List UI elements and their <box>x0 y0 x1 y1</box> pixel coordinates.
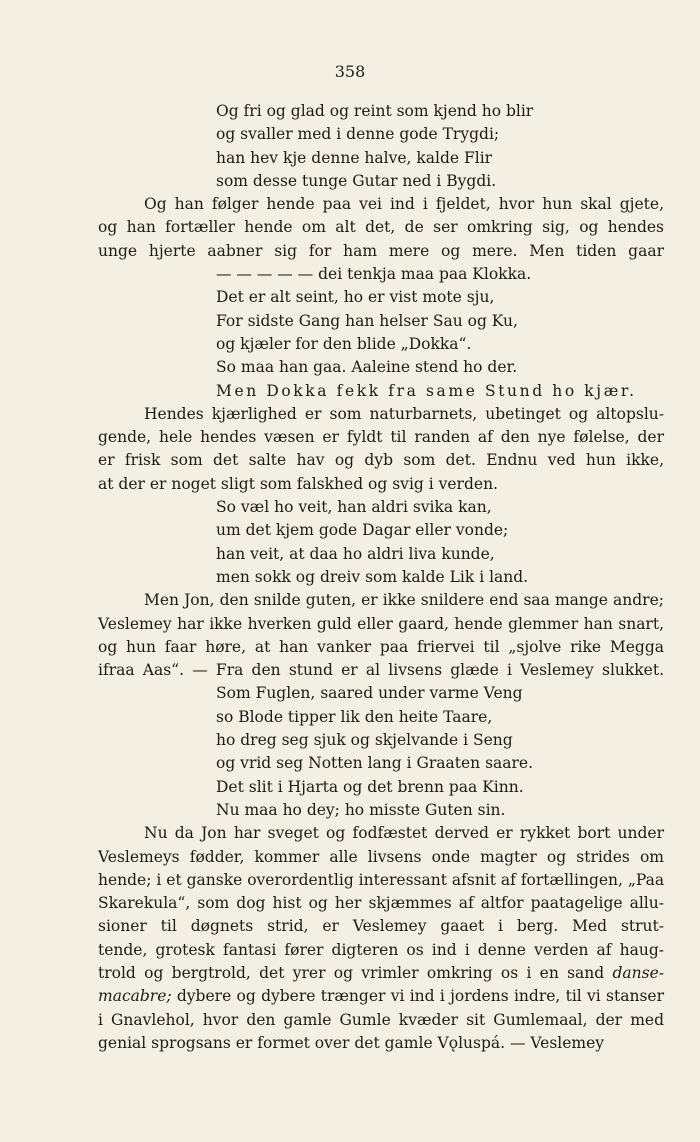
verse-line: Som Fuglen, saared under varme Veng <box>216 684 523 703</box>
verse-line: so Blode tipper lik den heite Taare, <box>216 707 493 726</box>
prose-line: genial sprogsans er formet over det gamle Vǫluspá. — Veslemey <box>98 1033 605 1052</box>
prose-line: gende, hele hendes væsen er fyldt til randen af den nye følelse, der <box>98 428 664 447</box>
prose-line: og hun faar høre, at han vanker paa friervei til „sjolve rike Megga <box>98 637 664 656</box>
verse-line: og vrid seg Notten lang i Graaten saare. <box>216 754 534 773</box>
prose-line: Veslemeys fødder, kommer alle livsens onde magter og strides om <box>98 847 664 866</box>
italic-term: macabre; <box>98 987 172 1006</box>
prose-line: ifraa Aas“. — Fra den stund er al livsens glæde i Veslemey slukket. <box>98 661 664 680</box>
prose-line: Hendes kjærlighed er som naturbarnets, ubetinget og altopslu- <box>144 404 664 423</box>
verse-line: og svaller med i denne gode Trygdi; <box>216 125 500 144</box>
verse-line: — — — — — dei tenkja maa paa Klokka. <box>216 265 532 284</box>
verse-line: han hev kje denne halve, kalde Flir <box>216 148 493 167</box>
verse-line: So maa han gaa. Aaleine stend ho der. <box>216 358 518 377</box>
verse-line: Det er alt seint, ho er vist mote sju, <box>216 288 495 307</box>
verse-line: ho dreg seg sjuk og skjelvande i Seng <box>216 731 513 750</box>
verse-line: Nu maa ho dey; ho misste Guten sin. <box>216 800 506 819</box>
prose-line: er frisk som det salte hav og dyb som det. Endnu ved hun ikke, <box>98 451 664 470</box>
verse-line: og kjæler for den blide „Dokka“. <box>216 334 472 353</box>
prose-line-italic: macabre; dybere og dybere trænger vi ind i jordens indre, til vi stanser <box>98 987 664 1006</box>
verse-line: For sidste Gang han helser Sau og Ku, <box>216 311 518 330</box>
prose-line: i Gnavlehol, hvor den gamle Gumle kvæder sit Gumlemaal, der med <box>98 1010 664 1029</box>
prose-line: Nu da Jon har sveget og fodfæstet derved er rykket bort under <box>144 824 664 843</box>
verse-line: Det slit i Hjarta og det brenn paa Kinn. <box>216 777 524 796</box>
verse-line-spaced: Men Dokka fekk fra same Stund ho kjær. <box>216 381 637 400</box>
verse-line: Og fri og glad og reint som kjend ho blir <box>216 102 534 120</box>
page-text <box>98 100 664 1055</box>
prose-line: Skarekula“, som dog hist og her skjæmmes af altfor paatagelige allu- <box>98 894 664 913</box>
prose-line: at der er noget sligt som falskhed og svig i verden. <box>98 474 498 493</box>
prose-line: Men Jon, den snilde guten, er ikke snildere end saa mange andre; <box>144 591 664 610</box>
verse-line: som desse tunge Gutar ned i Bygdi. <box>216 171 497 190</box>
verse-line: So væl ho veit, han aldri svika kan, <box>216 498 492 517</box>
prose-line-italic: trold og bergtrold, det yrer og vrimler omkring os i en sand danse- <box>98 963 664 982</box>
prose-line: unge hjerte aabner sig for ham mere og mere. Men tiden gaar <box>98 241 664 260</box>
prose-line: Og han følger hende paa vei ind i fjeldet, hvor hun skal gjete, <box>144 195 664 214</box>
italic-term: danse- <box>612 963 664 982</box>
page-number: 358 <box>334 62 366 81</box>
verse-line: han veit, at daa ho aldri liva kunde, <box>216 544 495 563</box>
verse-line: men sokk og dreiv som kalde Lik i land. <box>216 567 529 586</box>
prose-line: sioner til døgnets strid, er Veslemey gaaet i berg. Med strut- <box>98 917 664 936</box>
verse-line: um det kjem gode Dagar eller vonde; <box>216 521 509 540</box>
prose-line: tende, grotesk fantasi fører digteren os ind i denne verden af haug- <box>98 940 664 959</box>
prose-line: hende; i et ganske overordentlig interessant afsnit af fortællingen, „Paa <box>98 870 665 889</box>
prose-line: Veslemey har ikke hverken guld eller gaard, hende glemmer han snart, <box>98 614 664 633</box>
prose-line: og han fortæller hende om alt det, de ser omkring sig, og hendes <box>98 218 664 237</box>
